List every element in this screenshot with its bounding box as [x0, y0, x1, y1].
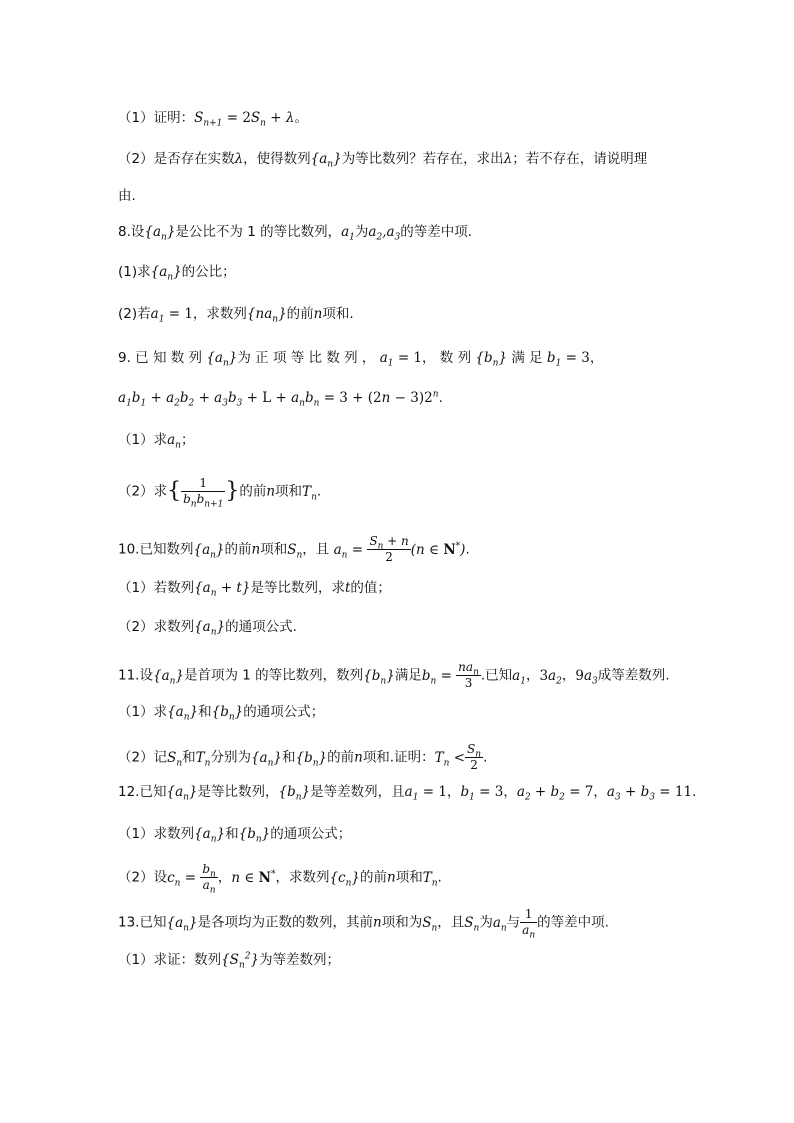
- problem-8-part-1: (1)求$\{a_n\}$的公比；: [118, 264, 236, 283]
- problem-12-part-2: （2）设$c_n$ = $\frac{b_n}{a_n}$ ，n ∈ N*，求数列$\{c_n\}$的前n项和$T_n$.: [118, 862, 442, 896]
- problem-9-part-1: （1）求$a_n$；: [118, 432, 195, 451]
- part-2-continued: 由.: [118, 188, 136, 204]
- part-2-question: （2）是否存在实数λ，使得数列$\{a_n\}$为等比数列？若存在，求出λ；若不存在，请说明理: [118, 151, 648, 170]
- part-1-prove: （1）证明：$S_{n+1} = 2S_n + \lambda$。: [118, 110, 308, 129]
- problem-10: 10.已知数列$\{a_n\}$的前n项和$S_n$，且 $a_n$ = $\frac{S_n + n}{2}$ (n ∈ N*).: [118, 534, 470, 564]
- problem-10-part-2: （2）求数列$\{a_n\}$的通项公式.: [118, 619, 297, 638]
- problem-13-part-1: （1）求证：数列$\{S_n^2\}$为等差数列；: [118, 951, 341, 971]
- problem-11-part-1: （1）求$\{a_n\}$和$\{b_n\}$的通项公式；: [118, 704, 325, 723]
- problem-9-part-2: （2）求{ $\frac{1}{b_nb_{n+1}}$ }的前n项和$T_n$.: [118, 476, 322, 510]
- problem-8: 8.设$\{a_n\}$是公比不为 1 的等比数列，$a_1$为$a_2,a_3$的等差中项.: [118, 224, 473, 243]
- problem-12: 12.已知$\{a_n\}$是等比数列，$\{b_n\}$是等差数列，且$a_1 = 1$，$b_1 = 3$，$a_2 + b_2 = 7$，$a_3 + b_3 = 11$.: [118, 784, 697, 803]
- problem-13: 13.已知$\{a_n\}$是各项均为正数的数列，其前n项和为$S_n$，且$S_n$为$a_n$与 $\frac{1}{a_n}$ 的等差中项.: [118, 907, 609, 941]
- formula: $S_{n+1} = 2S_n + \lambda$: [194, 110, 295, 129]
- problem-12-part-1: （1）求数列$\{a_n\}$和$\{b_n\}$的通项公式；: [118, 826, 352, 845]
- problem-9: 9. 已 知 数 列 $\{a_n\}$为 正 项 等 比 数 列 ， $a_1 = 1$， 数 列 $\{b_n\}$ 满 足 $b_1 = 3$，: [118, 350, 604, 369]
- problem-9-equation: $a_1b_1 + a_2b_2 + a_3b_3 + L + a_nb_n = 3 + (2n - 3)2^n$.: [118, 389, 443, 409]
- problem-11: 11.设$\{a_n\}$是首项为 1 的等比数列，数列$\{b_n\}$满足$b_n$ = $\frac{na_n}{3}$ .已知$a_1$，$3a_2$，$9a_3$成等差数列.: [118, 660, 670, 690]
- problem-10-part-1: （1）若数列$\{a_n + t\}$是等比数列，求t的值；: [118, 580, 391, 599]
- problem-8-part-2: (2)若$a_1 = 1$，求数列$\{na_n\}$的前n项和.: [118, 306, 354, 325]
- problem-11-part-2: （2）记$S_n$和$T_n$分别为$\{a_n\}$和$\{b_n\}$的前n项和.证明：$T_n$ < $\frac{S_n}{2}$ .: [118, 742, 488, 772]
